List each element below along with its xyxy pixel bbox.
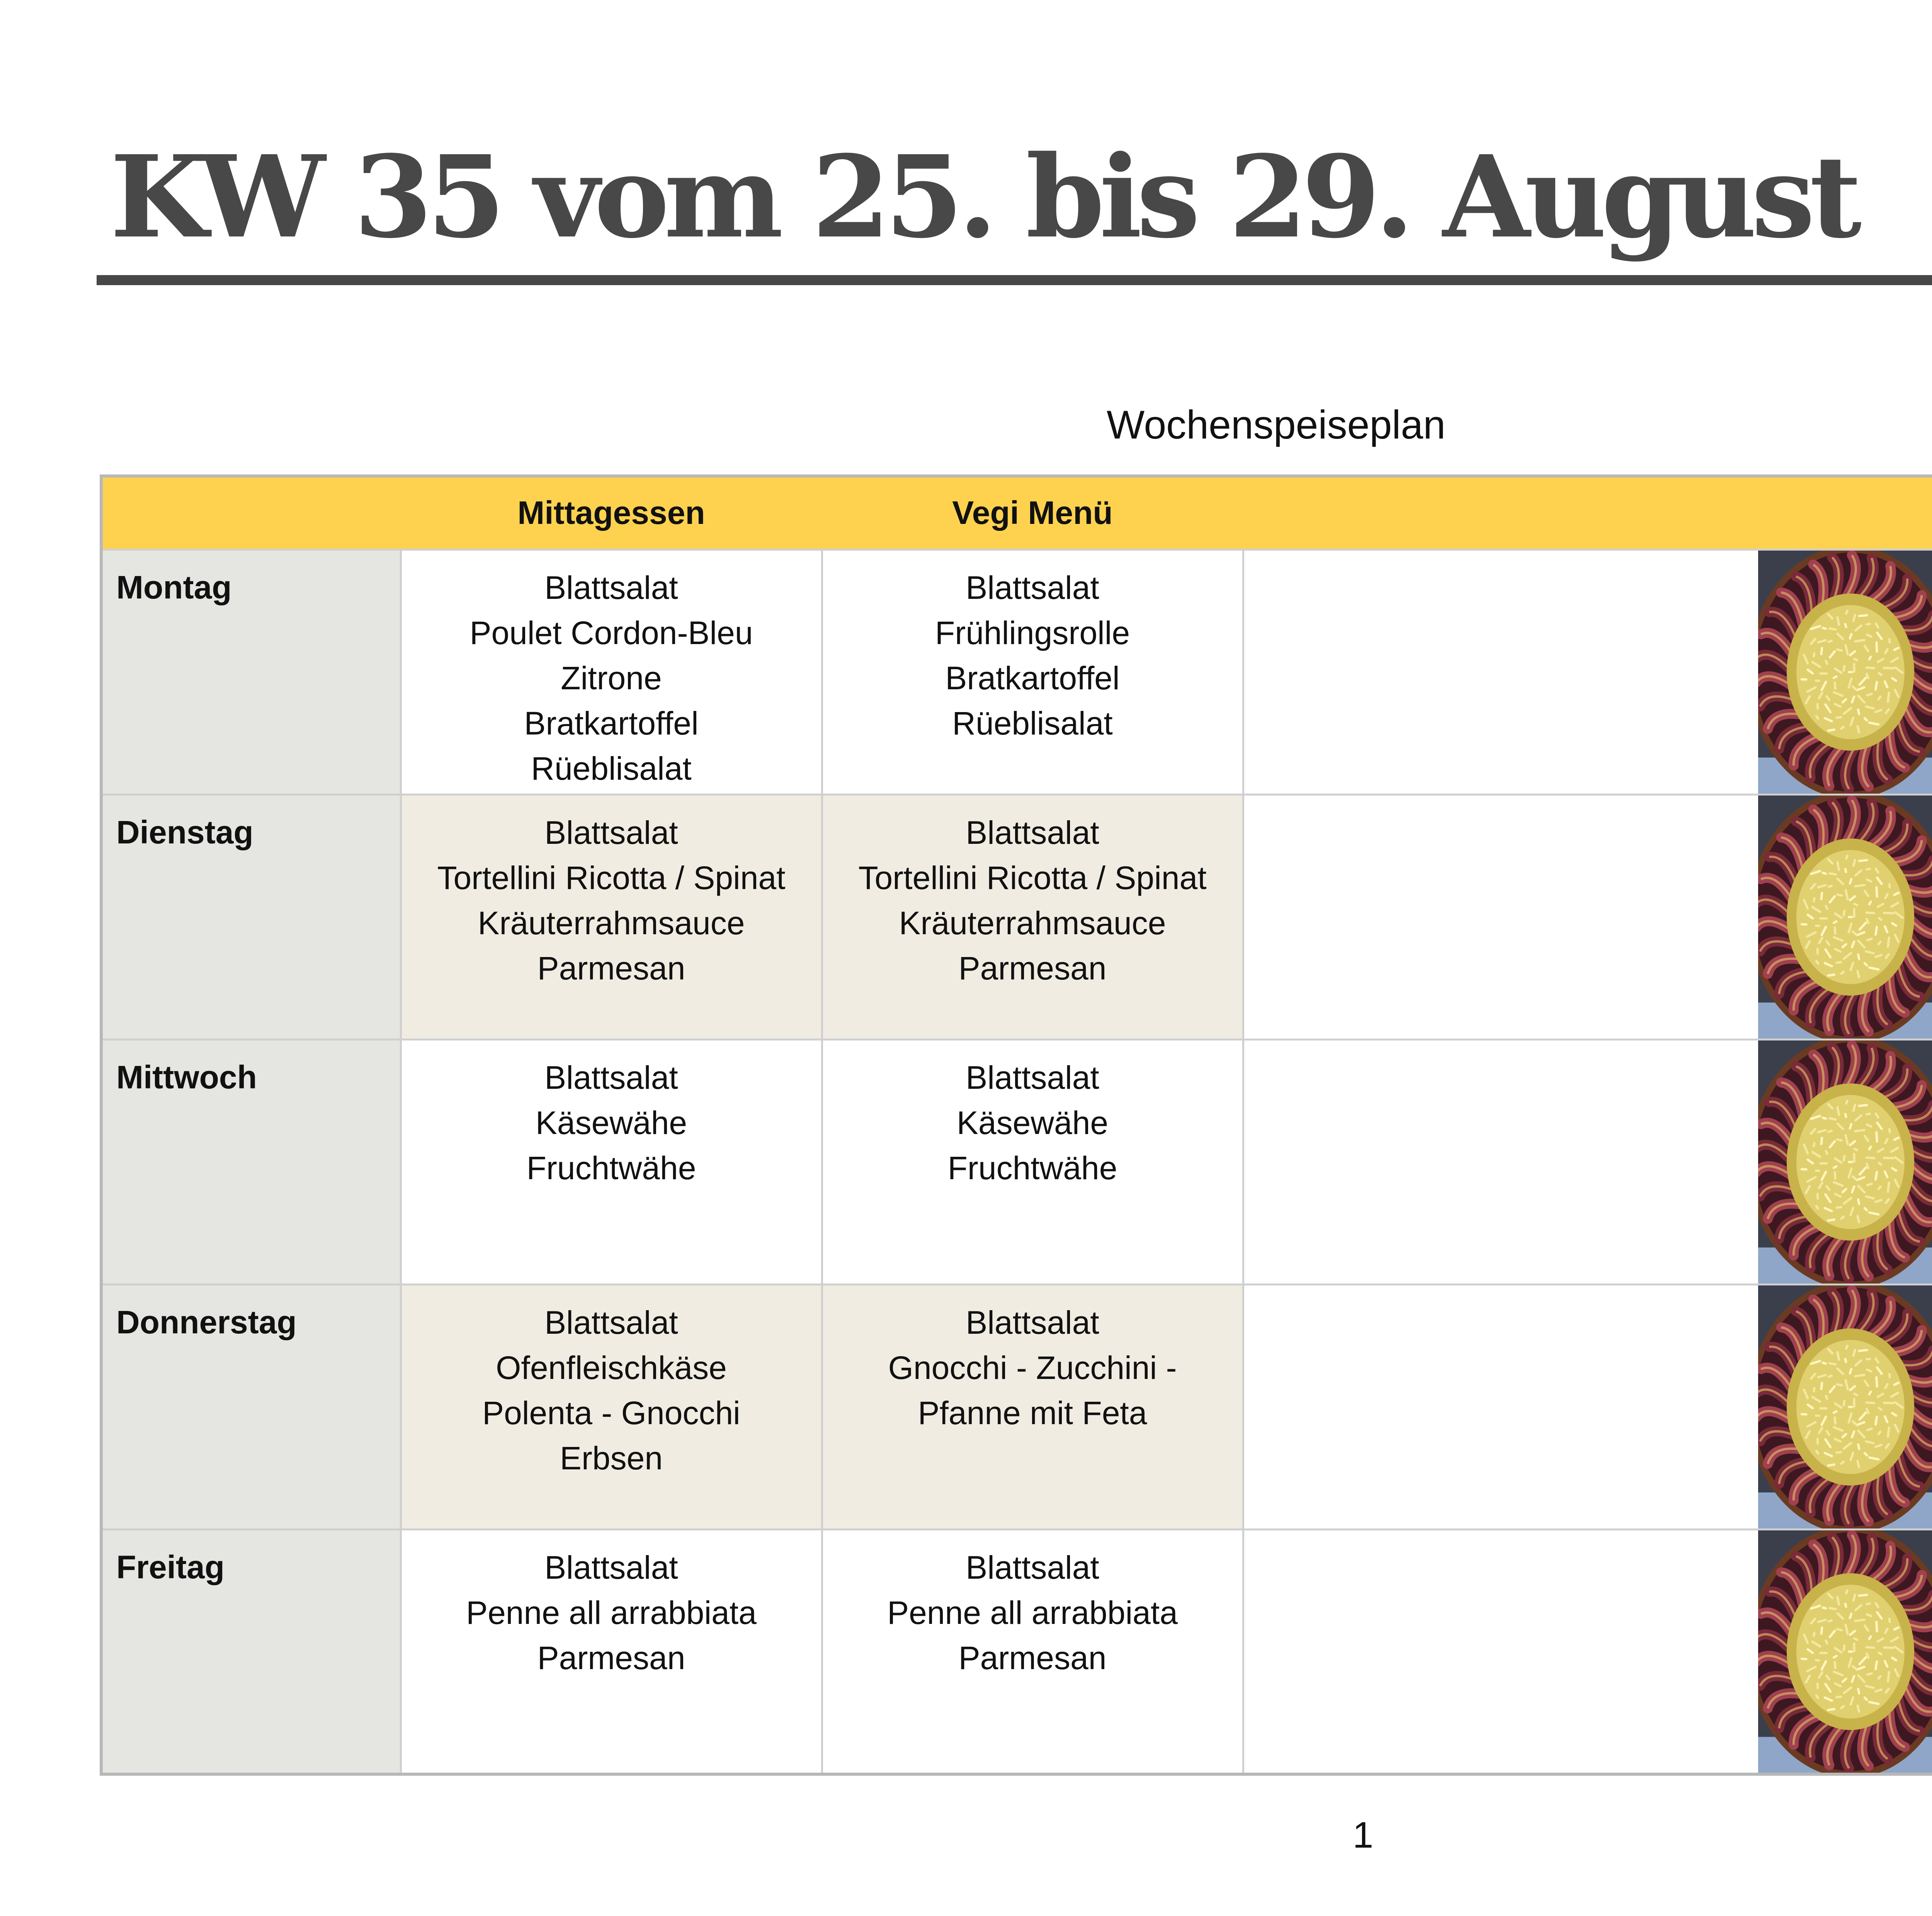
dish-line: Gnocchi - Zucchini - (888, 1349, 1177, 1386)
dish-line: Blattsalat (966, 1059, 1099, 1096)
header-day (101, 476, 401, 549)
dish-line: Parmesan (537, 950, 685, 986)
dish-line: Pfanne mit Feta (918, 1394, 1147, 1431)
dish-line: Parmesan (958, 1639, 1107, 1676)
vegi-cell (822, 1284, 1243, 1529)
dish-line: Rüeblisalat (531, 750, 692, 787)
header-mittagessen: Mittagessen (401, 476, 822, 549)
dish-line: Blattsalat (544, 569, 678, 606)
day-cell: Donnerstag (101, 1284, 401, 1529)
weekly-menu-table (100, 474, 1932, 1776)
dish-line: Penne all arrabbiata (887, 1594, 1178, 1631)
dish-line: Fruchtwähe (947, 1149, 1117, 1186)
mittagessen-cell (401, 549, 822, 794)
dish-line: Blattsalat (966, 1304, 1099, 1341)
dish-line: Blattsalat (966, 814, 1099, 851)
fruit-tart-photo (1758, 796, 1932, 1039)
table-row (101, 794, 1932, 1039)
dish-line: Rüeblisalat (952, 705, 1113, 741)
image-cell (1243, 1529, 1932, 1774)
image-cell (1243, 794, 1932, 1039)
header-image (1243, 476, 1932, 549)
dish-line: Bratkartoffel (524, 705, 699, 741)
title-divider (97, 275, 1932, 285)
mittagessen-cell (401, 1039, 822, 1284)
dish-line: Blattsalat (544, 1304, 678, 1341)
fruit-tart-photo (1758, 1040, 1932, 1284)
dish-line: Käsewähe (956, 1104, 1109, 1141)
dish-line: Zitrone (561, 660, 662, 696)
day-cell: Montag (101, 549, 401, 794)
vegi-cell (822, 1039, 1243, 1284)
page-number: 1 (1352, 1814, 1374, 1856)
dish-line: Blattsalat (966, 1549, 1099, 1586)
header-vegi-menu: Vegi Menü (822, 476, 1243, 549)
image-cell (1243, 1039, 1932, 1284)
table-row (101, 1529, 1932, 1774)
mittagessen-cell (401, 794, 822, 1039)
table-row (101, 1039, 1932, 1284)
dish-line: Käsewähe (535, 1104, 687, 1141)
day-cell: Dienstag (101, 794, 401, 1039)
image-cell (1243, 549, 1932, 794)
dish-line: Bratkartoffel (945, 660, 1120, 696)
dish-line: Polenta - Gnocchi (482, 1394, 740, 1431)
day-cell: Freitag (101, 1529, 401, 1774)
dish-line: Blattsalat (544, 1059, 678, 1096)
dish-line: Kräuterrahmsauce (478, 904, 745, 941)
day-cell: Mittwoch (101, 1039, 401, 1284)
image-cell (1243, 1284, 1932, 1529)
fruit-tart-photo (1758, 551, 1932, 794)
dish-line: Ofenfleischkäse (496, 1349, 727, 1386)
fruit-tart-photo (1758, 1285, 1932, 1528)
dish-line: Parmesan (537, 1639, 685, 1676)
dish-line: Fruchtwähe (526, 1149, 696, 1186)
table-caption: Wochenspeiseplan (1107, 403, 1446, 447)
table-header-row (101, 476, 1932, 549)
vegi-cell (822, 549, 1243, 794)
dish-line: Blattsalat (544, 814, 678, 851)
fruit-tart-photo (1758, 1530, 1932, 1773)
dish-line: Blattsalat (966, 569, 1099, 606)
dish-line: Penne all arrabbiata (466, 1594, 757, 1631)
dish-line: Erbsen (560, 1440, 663, 1476)
table-row (101, 1284, 1932, 1529)
mittagessen-cell (401, 1529, 822, 1774)
dish-line: Tortellini Ricotta / Spinat (858, 859, 1207, 896)
dish-line: Tortellini Ricotta / Spinat (437, 859, 786, 896)
mittagessen-cell (401, 1284, 822, 1529)
dish-line: Frühlingsrolle (935, 614, 1130, 651)
dish-line: Parmesan (958, 950, 1107, 986)
dish-line: Poulet Cordon-Bleu (469, 614, 753, 651)
dish-line: Blattsalat (544, 1549, 678, 1586)
vegi-cell (822, 1529, 1243, 1774)
page-title: KW 35 vom 25. bis 29. August (110, 131, 1857, 263)
dish-line: Kräuterrahmsauce (899, 904, 1166, 941)
table-row (101, 549, 1932, 794)
vegi-cell (822, 794, 1243, 1039)
